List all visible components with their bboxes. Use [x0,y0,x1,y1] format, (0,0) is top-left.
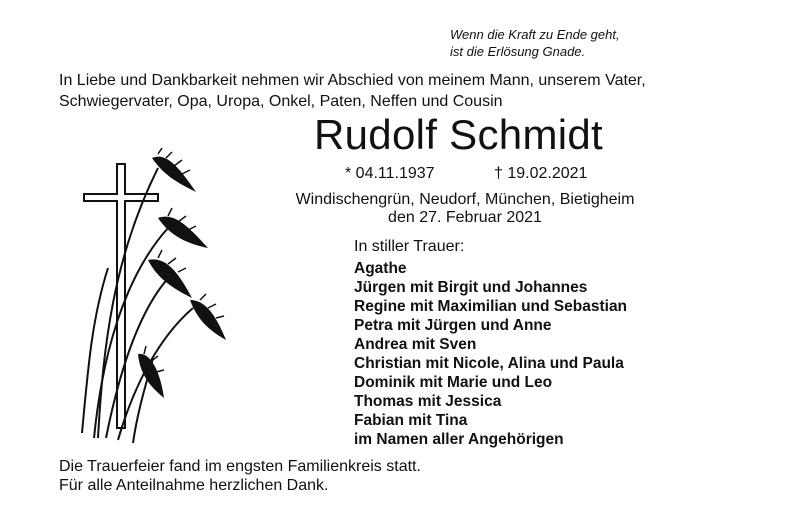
mourner-name: Thomas mit Jessica [354,393,502,410]
intro-line: Schwiegervater, Opa, Uropa, Onkel, Paten, Neffen und Cousin [59,93,503,110]
mourner-name: Jürgen mit Birgit und Johannes [354,279,588,296]
places-and-date [278,191,652,227]
mourner-name: im Namen aller Angehörigen [354,431,564,448]
motto-quote [450,26,700,60]
closing-line: Für alle Anteilnahme herzlichen Dank. [59,477,329,494]
places-line: Windischengrün, Neudorf, München, Bietigheim [295,191,635,208]
notice-date: den 27. Februar 2021 [388,209,542,226]
closing-text [59,457,421,495]
mourning-heading: In stiller Trauer: [354,238,465,255]
life-dates [345,164,587,184]
mourner-name: Christian mit Nicole, Alina und Paula [354,355,624,372]
mourner-name: Regine mit Maximilian und Sebastian [354,298,628,315]
mourner-name: Dominik mit Marie und Leo [354,374,553,391]
intro-line: In Liebe und Dankbarkeit nehmen wir Abschied von meinem Mann, unserem Vater, [59,72,646,89]
cross-with-wheat-icon [78,148,248,448]
motto-line: ist die Erlösung Gnade. [450,44,586,59]
birth-date: * 04.11.1937 [345,165,435,182]
mourner-name: Petra mit Jürgen und Anne [354,317,552,334]
death-date: † 19.02.2021 [494,165,588,182]
deceased-name: Rudolf Schmidt [314,111,603,158]
intro-text [59,70,719,112]
mourner-name: Fabian mit Tina [354,412,468,429]
motto-line: Wenn die Kraft zu Ende geht, [450,27,620,42]
mourner-name: Andrea mit Sven [354,336,477,353]
mourners-list [354,259,627,449]
mourner-name: Agathe [354,260,407,277]
closing-line: Die Trauerfeier fand im engsten Familienkreis statt. [59,458,421,475]
